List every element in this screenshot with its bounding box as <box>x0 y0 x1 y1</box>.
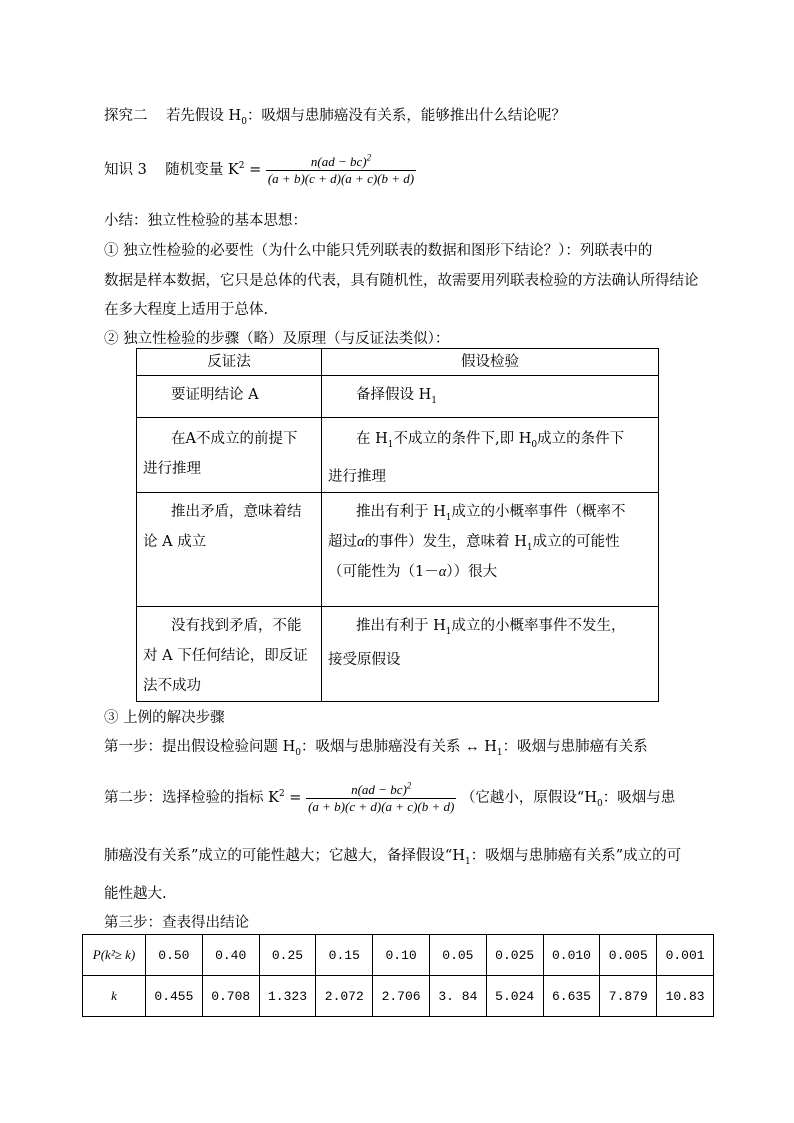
p-cell: 0.05 <box>429 935 486 976</box>
explore2-text: 若先假设 H <box>165 108 242 124</box>
knowledge3-label: 随机变量 K <box>165 162 239 178</box>
p-cell: 0.025 <box>486 935 543 976</box>
formula-denominator: (a + b)(c + d)(a + c)(b + d) <box>308 798 455 814</box>
header-hypothesis-test: 假设检验 <box>322 349 659 376</box>
step3-line: 第三步：查表得出结论 <box>104 915 249 931</box>
k-cell: 10.83 <box>657 976 714 1017</box>
k-cell: 2.706 <box>373 976 430 1017</box>
row2-left-line2: 进行推理 <box>143 461 201 477</box>
table-row <box>137 418 659 493</box>
formula-numerator <box>266 154 416 170</box>
alpha-symbol: α <box>438 564 447 580</box>
row4-left <box>137 607 322 702</box>
row3-right <box>322 493 659 607</box>
step2-text-a: 第二步：选择检验的指标 K <box>104 790 279 806</box>
h0-subscript: 0 <box>295 747 301 758</box>
table-header-row <box>137 349 659 376</box>
row4-left-line3: 法不成功 <box>143 678 201 694</box>
k-cell: 3. 84 <box>429 976 486 1017</box>
step1-text-d: ：吸烟与患肺癌有关系 <box>502 739 648 755</box>
point1-line2: 数据是样本数据，它只是总体的代表，具有随机性，故需要用列联表检验的方法确认所得结论 <box>104 273 699 289</box>
h1-subscript: 1 <box>526 542 533 553</box>
summary-title: 小结：独立性检验的基本思想： <box>104 213 307 229</box>
step2-line2-text-b: ：吸烟与患肺癌有关系”成立的可 <box>470 848 682 864</box>
row3-text-very-large: ））很大 <box>446 564 498 580</box>
step1-text-c: H <box>479 739 497 755</box>
table-row <box>137 376 659 418</box>
k-cell: 5.024 <box>486 976 543 1017</box>
step2-line3: 能性越大. <box>104 886 167 902</box>
row3-right-text-b: 成立的小概率事件（概率不 <box>451 504 626 520</box>
k-cell: 6.635 <box>543 976 600 1017</box>
k-row <box>83 976 714 1017</box>
explore2-text-b: ：吸烟与患肺癌没有关系，能够推出什么结论呢？ <box>246 108 566 124</box>
k-cell: 0.708 <box>202 976 259 1017</box>
step1-text-a: 第一步：提出假设检验问题 H <box>104 739 296 755</box>
alpha-symbol: α <box>357 534 365 550</box>
k-squared-sup: 2 <box>238 161 245 172</box>
step1-line <box>104 737 648 757</box>
row3-right-text-a: 推出有利于 H <box>356 504 446 520</box>
point3-line: ③ 上例的解决步骤 <box>104 710 225 726</box>
k-cell: 2.072 <box>316 976 373 1017</box>
numerator-text: n(ad − bc) <box>310 153 367 169</box>
formula-denominator: (a + b)(c + d)(a + c)(b + d) <box>267 170 415 186</box>
row3-left-line2: 论 A 成立 <box>143 534 207 550</box>
h1-subscript: 1 <box>387 439 394 450</box>
numerator-sup: 2 <box>366 152 372 163</box>
p-cell: 0.001 <box>657 935 714 976</box>
p-cell: 0.50 <box>146 935 203 976</box>
left-right-arrow-icon: ↔ <box>465 739 480 755</box>
k2-formula-step2 <box>306 782 456 815</box>
header-proof-by-contradiction: 反证法 <box>137 349 322 376</box>
row4-right-line2: 接受原假设 <box>328 652 401 668</box>
row2-left-line1: 在A不成立的前提下 <box>171 431 298 447</box>
row2-right-line1 <box>328 424 652 454</box>
step1-text-b: ：吸烟与患肺癌没有关系 <box>301 739 461 755</box>
k-squared-sup: 2 <box>278 789 285 800</box>
row4-right-line1 <box>328 611 652 641</box>
h1-subscript: 1 <box>496 747 503 758</box>
row1-left: 要证明结论 A <box>137 376 322 418</box>
row3-right-line2 <box>328 527 652 557</box>
k-row-label: k <box>83 976 146 1017</box>
step2-line2 <box>104 846 681 866</box>
point1-line3: 在多大程度上适用于总体. <box>104 302 269 318</box>
row1-right-text: 备择假设 H <box>356 387 432 403</box>
h0-subscript: 0 <box>241 116 247 127</box>
row4-right <box>322 607 659 702</box>
row2-left <box>137 418 322 493</box>
table-row <box>137 607 659 702</box>
row3-right-line1 <box>328 497 652 527</box>
critical-value-table <box>82 934 714 1017</box>
k-cell: 7.879 <box>600 976 657 1017</box>
row2-right-text-c: 成立的条件下 <box>537 431 625 447</box>
p-cell: 0.005 <box>600 935 657 976</box>
k-cell: 0.455 <box>146 976 203 1017</box>
p-row-label: P(k²≥ k) <box>83 935 146 976</box>
row4-right-text-a: 推出有利于 H <box>356 618 446 634</box>
h1-subscript: 1 <box>445 512 452 523</box>
row4-right-text-b: 成立的小概率事件不发生， <box>451 618 626 634</box>
row2-right-line2: 进行推理 <box>328 469 386 485</box>
formula-numerator <box>306 782 456 798</box>
row2-right-text-b: 不成立的条件下,即 H <box>393 431 532 447</box>
h1-subscript: 1 <box>464 856 471 867</box>
p-cell: 0.10 <box>373 935 430 976</box>
explore2-line <box>104 106 566 126</box>
knowledge3-lead: 知识 3 <box>104 162 147 178</box>
probability-row <box>83 935 714 976</box>
k-cell: 1.323 <box>259 976 316 1017</box>
h1-subscript: 1 <box>445 626 452 637</box>
step2-text-b: （它越小，原假设“H <box>460 790 597 806</box>
step2-line2-text-a: 肺癌没有关系”成立的可能性越大；它越大，备择假设“H <box>104 848 465 864</box>
knowledge3-line <box>104 152 416 188</box>
row3-right-line3 <box>328 557 652 587</box>
p-cell: 0.40 <box>202 935 259 976</box>
numerator-sup: 2 <box>406 780 412 791</box>
row3-text-possibility-is: （可能性为（1－ <box>328 564 439 580</box>
step2-line1 <box>104 780 675 816</box>
step2-text-c: ：吸烟与患 <box>602 790 676 806</box>
table-row <box>137 493 659 607</box>
k2-formula <box>266 154 416 187</box>
p-cell: 0.15 <box>316 935 373 976</box>
h0-subscript: 0 <box>597 798 603 809</box>
p-cell: 0.25 <box>259 935 316 976</box>
row1-right <box>322 376 659 418</box>
equals-sign: = <box>284 790 302 806</box>
equals-sign: = <box>244 162 262 178</box>
comparison-table <box>136 348 659 702</box>
row4-left-line1: 没有找到矛盾，不能 <box>171 618 302 634</box>
row3-left <box>137 493 322 607</box>
h0-subscript: 0 <box>531 439 538 450</box>
h1-subscript: 1 <box>431 395 437 406</box>
row2-right-text-a: 在 H <box>356 431 388 447</box>
row4-left-line2: 对 A 下任何结论，即反证 <box>143 648 308 664</box>
point2-line: ② 独立性检验的步骤（略）及原理（与反证法类似）： <box>104 331 450 347</box>
row3-text-exceed: 超过 <box>328 534 357 550</box>
numerator-text: n(ad − bc) <box>351 781 407 797</box>
explore2-lead: 探究二 <box>104 108 148 124</box>
row3-text-event: 的事件）发生，意味着 H <box>364 534 527 550</box>
row3-text-possibility: 成立的可能性 <box>532 534 620 550</box>
row3-left-line1: 推出矛盾，意味着结 <box>171 504 302 520</box>
point1-line1: ① 独立性检验的必要性（为什么中能只凭列联表的数据和图形下结论？）：列联表中的 <box>104 243 653 259</box>
row2-right <box>322 418 659 493</box>
p-cell: 0.010 <box>543 935 600 976</box>
